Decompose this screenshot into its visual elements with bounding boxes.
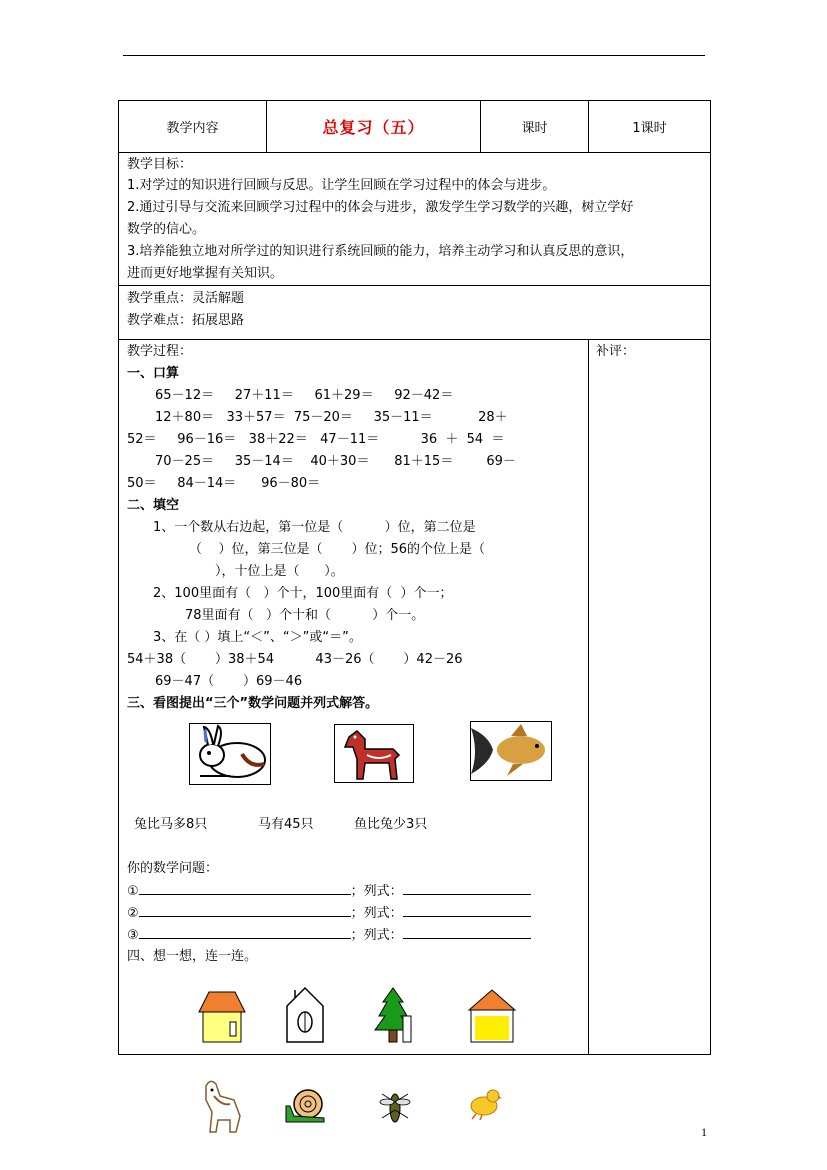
question-row-3 [127, 924, 541, 943]
snail-icon [284, 1086, 326, 1126]
fill-line-4: 2、100里面有（ ）个十，100里面有（ ）个一； [153, 586, 453, 601]
oral-line-3: 52＝ 96－16＝ 38＋22＝ 47－11＝ 36 ＋ 54 ＝ [127, 432, 505, 447]
fill-line-1: 1、一个数从右边起，第一位是（ ）位，第二位是 [153, 520, 476, 535]
horse-icon [335, 725, 413, 782]
house-icon-1 [197, 988, 247, 1044]
fill-line-8: 69－47（ ）69－46 [155, 674, 303, 689]
fill-line-2: （ ）位，第三位是（ ）位；56的个位上是（ [189, 542, 485, 557]
house-icon-2 [285, 986, 325, 1044]
lesson-title: 总复习（五） [267, 101, 481, 153]
question-label: 你的数学问题： [127, 861, 219, 876]
question-mark-3: ③ [127, 928, 139, 943]
keypoints-row [119, 286, 711, 340]
question-input-2[interactable] [139, 902, 351, 917]
header-rule [123, 55, 705, 56]
formula-input-3[interactable] [403, 924, 531, 939]
oral-line-4: 70－25＝ 35－14＝ 40＋30＝ 81＋15＝ 69－ [155, 454, 516, 469]
fish-icon [471, 722, 551, 780]
process-row [119, 340, 711, 1055]
fill-line-3: ），十位上是（ ）。 [215, 564, 344, 579]
page-number: 1 [701, 1125, 707, 1139]
question-row-2 [127, 902, 541, 921]
fill-line-5: 78里面有（ ）个十和（ ）个一。 [185, 608, 425, 623]
goals-label: 教学目标： [127, 157, 193, 172]
period-value: 1课时 [589, 101, 711, 153]
fact-rabbit: 兔比马多8只 [134, 817, 208, 832]
oral-line-5: 50＝ 84－14＝ 96－80＝ [127, 476, 321, 491]
question-input-3[interactable] [139, 924, 351, 939]
fill-line-6: 3、在（ ）填上“＜”、“＞”或“＝”。 [153, 630, 362, 645]
comment-label: 补评： [596, 344, 636, 359]
comment-cell [589, 340, 711, 1055]
horse-picture [334, 724, 414, 783]
difficulty-text: 教学难点：拓展思路 [127, 313, 245, 328]
fish-picture [470, 721, 552, 781]
goal-1: 1.对学过的知识进行回顾与反思。让学生回顾在学习过程中的体会与进步。 [127, 178, 556, 193]
goal-3b: 进而更好地掌握有关知识。 [127, 266, 284, 281]
formula-label-2: ；列式： [350, 906, 403, 921]
section4-title: 四、想一想，连一连。 [127, 949, 258, 964]
oral-line-2: 12＋80＝ 33＋57＝ 75－20＝ 35－11＝ 28＋ [155, 410, 508, 425]
section1-title: 一、口算 [127, 366, 180, 381]
formula-input-2[interactable] [403, 902, 531, 917]
question-row-1 [127, 880, 541, 899]
chick-icon [466, 1086, 502, 1120]
goals-row [119, 153, 711, 286]
formula-input-1[interactable] [403, 880, 531, 895]
focus-text: 教学重点：灵活解题 [127, 291, 245, 306]
tree-icon [373, 986, 413, 1044]
process-cell [119, 340, 589, 1055]
question-mark-1: ① [127, 884, 139, 899]
formula-label-3: ；列式： [350, 928, 403, 943]
section2-title: 二、填空 [127, 498, 180, 513]
rabbit-picture [189, 723, 271, 785]
goal-2: 2.通过引导与交流来回顾学习过程中的体会与进步，激发学生学习数学的兴趣，树立学好 [127, 200, 634, 215]
process-label: 教学过程： [127, 344, 193, 359]
goal-3: 3.培养能独立地对所学过的知识进行系统回顾的能力，培养主动学习和认真反思的意识， [127, 244, 634, 259]
section3-title: 三、看图提出“三个”数学问题并列式解答。 [127, 696, 379, 711]
header-row [119, 101, 711, 153]
period-label: 课时 [481, 101, 589, 153]
fact-horse: 马有45只 [258, 817, 314, 832]
content-label: 教学内容 [119, 101, 267, 153]
lesson-plan-table [118, 100, 711, 1055]
question-mark-2: ② [127, 906, 139, 921]
house-icon-3 [467, 988, 517, 1044]
fact-fish: 鱼比兔少3只 [354, 817, 428, 832]
rabbit-icon [190, 724, 270, 784]
insect-icon [378, 1088, 412, 1128]
fill-line-7: 54＋38（ ）38＋54 43－26（ ）42－26 [127, 652, 463, 667]
goat-icon [200, 1076, 246, 1134]
oral-line-1: 65－12＝ 27＋11＝ 61＋29＝ 92－42＝ [155, 388, 454, 403]
formula-label-1: ；列式： [350, 884, 403, 899]
question-input-1[interactable] [139, 880, 351, 895]
goal-2b: 数学的信心。 [127, 222, 206, 237]
